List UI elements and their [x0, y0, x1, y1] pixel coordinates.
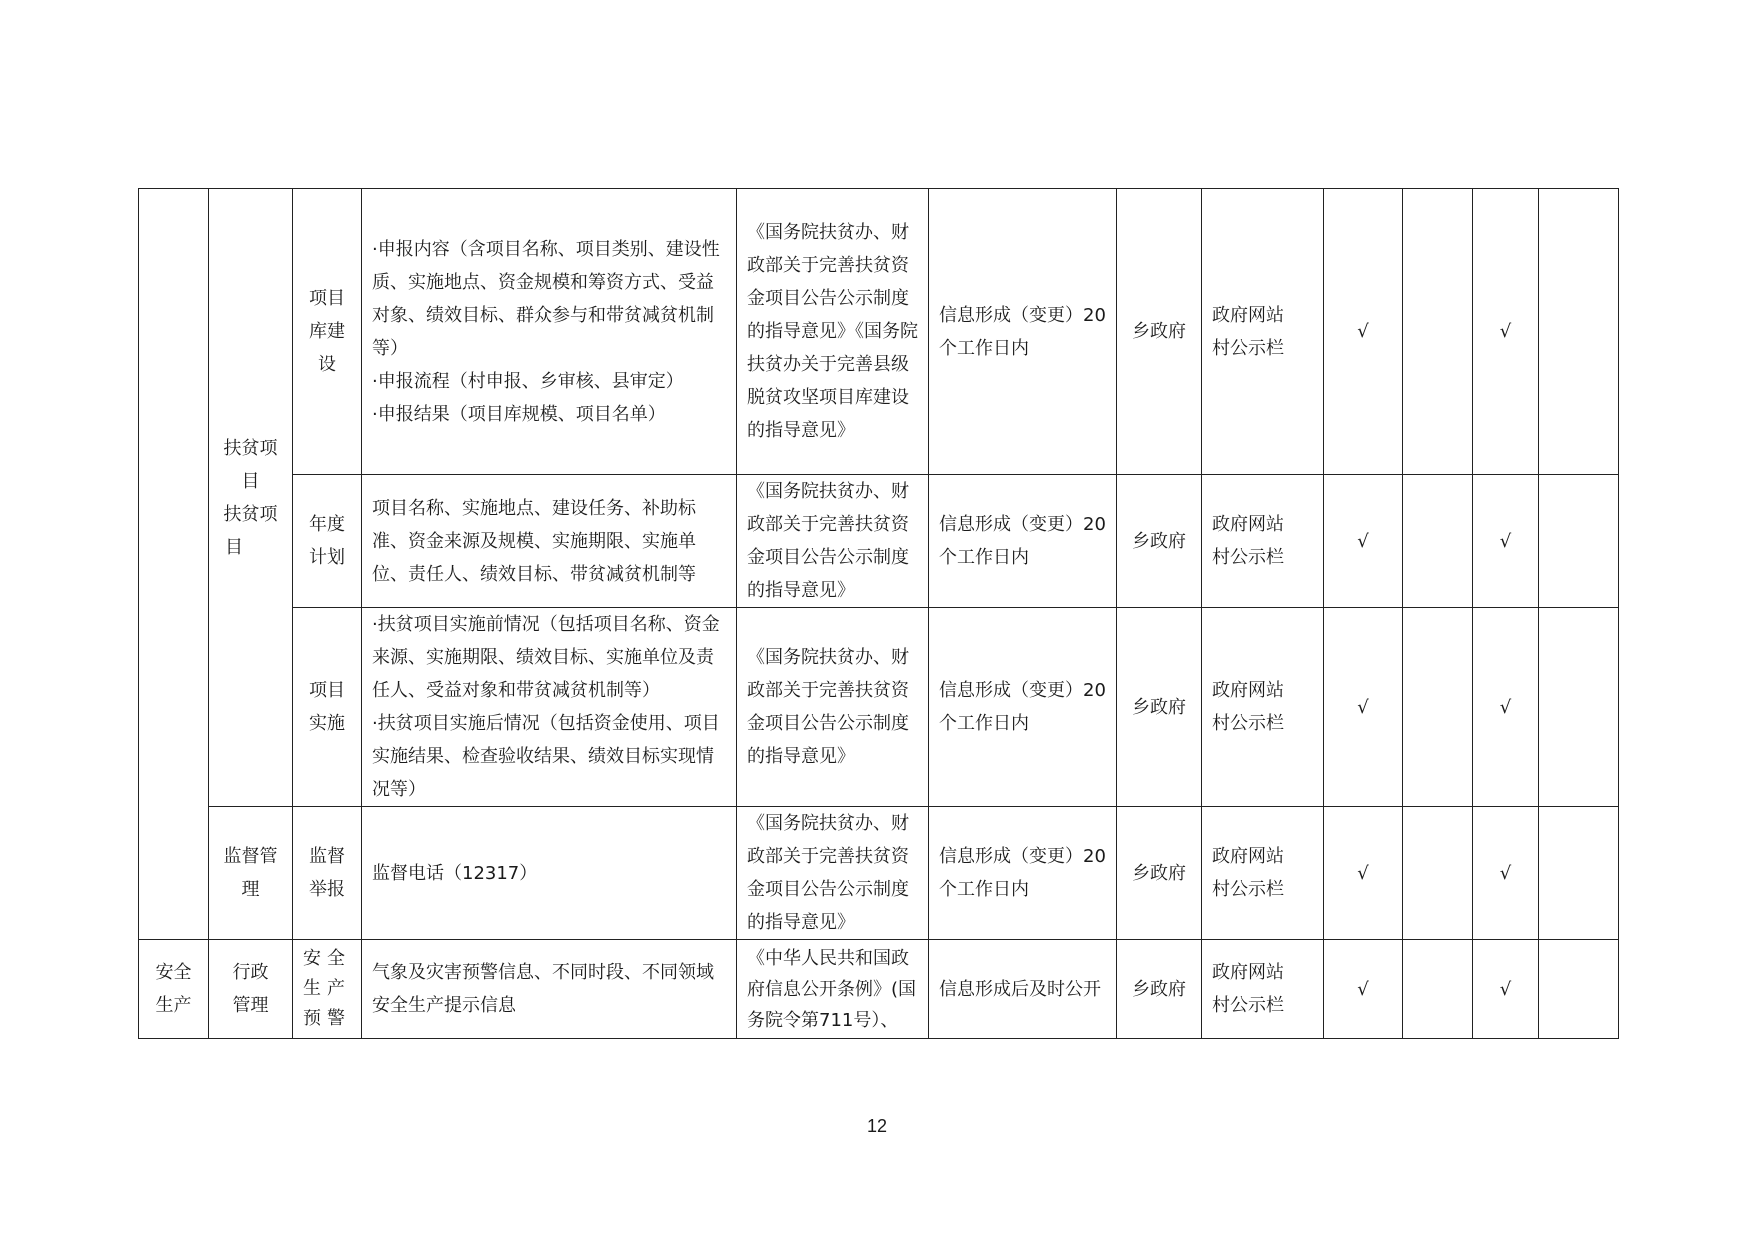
time-cell: 信息形成（变更）20个工作日内	[929, 608, 1117, 807]
empty-cell	[1403, 807, 1473, 940]
subject-cell: 乡政府	[1117, 807, 1202, 940]
channel-line: 政府网站	[1212, 962, 1284, 983]
item-line: 项目	[309, 288, 345, 309]
item-line: 预警	[303, 1008, 351, 1029]
content-line: ·申报内容（含项目名称、项目类别、建设性质、实施地点、资金规模和筹资方式、受益对象、绩效目标、群众参与和带贫减贫机制等）	[372, 238, 720, 359]
channel-line: 政府网站	[1212, 304, 1284, 326]
item-line: 项目	[309, 680, 345, 701]
item-line: 生产	[303, 978, 351, 999]
channel-line: 政府网站	[1212, 514, 1284, 535]
subject-cell: 乡政府	[1117, 940, 1202, 1039]
table-row	[139, 940, 1619, 1039]
subject-cell: 乡政府	[1117, 189, 1202, 475]
subcategory-line: 目	[225, 536, 243, 558]
subcategory-line: 管理	[232, 995, 269, 1016]
check-mark: √	[1324, 807, 1403, 940]
item-cell	[293, 475, 362, 608]
item-line: 设	[318, 354, 336, 375]
basis-cell: 《中华人民共和国政府信息公开条例》(国务院令第711号）、	[737, 940, 929, 1039]
check-mark: √	[1473, 475, 1539, 608]
time-cell: 信息形成（变更）20个工作日内	[929, 475, 1117, 608]
empty-cell	[1403, 475, 1473, 608]
subcategory-cell	[209, 940, 293, 1039]
empty-cell	[1539, 940, 1619, 1039]
channel-line: 政府网站	[1212, 680, 1284, 701]
check-mark: √	[1473, 608, 1539, 807]
content-cell	[362, 475, 737, 608]
subcategory-line: 扶贫项	[223, 437, 278, 459]
subcategory-cell	[209, 807, 293, 940]
subject-cell: 乡政府	[1117, 475, 1202, 608]
subcategory-cell	[209, 189, 293, 807]
content-line: ·申报结果（项目库规模、项目名单）	[372, 403, 666, 425]
empty-cell	[1403, 940, 1473, 1039]
channel-cell	[1202, 940, 1324, 1039]
subcategory-line: 监督管	[223, 846, 278, 867]
basis-cell: 《国务院扶贫办、财政部关于完善扶贫资金项目公告公示制度的指导意见》《国务院扶贫办关于完善县级脱贫攻坚项目库建设的指导意见》	[737, 189, 929, 475]
check-mark: √	[1473, 807, 1539, 940]
content-cell	[362, 940, 737, 1039]
basis-cell: 《国务院扶贫办、财政部关于完善扶贫资金项目公告公示制度的指导意见》	[737, 807, 929, 940]
content-cell	[362, 189, 737, 475]
check-mark: √	[1473, 189, 1539, 475]
time-cell: 信息形成（变更）20个工作日内	[929, 807, 1117, 940]
item-line: 举报	[309, 879, 345, 900]
table-row	[139, 608, 1619, 807]
empty-cell	[1403, 189, 1473, 475]
check-mark: √	[1324, 475, 1403, 608]
table-row	[139, 475, 1619, 608]
page-number: 12	[866, 1116, 888, 1136]
basis-cell: 《国务院扶贫办、财政部关于完善扶贫资金项目公告公示制度的指导意见》	[737, 475, 929, 608]
content-line: ·扶贫项目实施后情况（包括资金使用、项目实施结果、检查验收结果、绩效目标实现情况等）	[372, 713, 720, 800]
subcategory-line: 目	[241, 470, 260, 492]
category-line: 安全	[155, 962, 192, 983]
empty-cell	[1539, 475, 1619, 608]
item-cell	[293, 608, 362, 807]
category-cell	[139, 940, 209, 1039]
subject-cell: 乡政府	[1117, 608, 1202, 807]
channel-cell	[1202, 189, 1324, 475]
subcategory-line: 理	[241, 879, 260, 900]
item-line: 计划	[309, 547, 345, 568]
time-cell: 信息形成（变更）20个工作日内	[929, 189, 1117, 475]
empty-cell	[1539, 189, 1619, 475]
disclosure-table	[138, 188, 1619, 1039]
content-line: ·扶贫项目实施前情况（包括项目名称、资金来源、实施期限、绩效目标、实施单位及责任人、受益对象和带贫减贫机制等）	[372, 614, 720, 701]
subcategory-line: 扶贫项	[223, 503, 278, 525]
channel-cell	[1202, 608, 1324, 807]
category-cell-empty	[139, 189, 209, 940]
empty-cell	[1539, 608, 1619, 807]
channel-line: 村公示栏	[1212, 713, 1284, 734]
item-cell	[293, 807, 362, 940]
content-cell	[362, 807, 737, 940]
channel-line: 村公示栏	[1212, 879, 1284, 900]
item-cell	[293, 940, 362, 1039]
empty-cell	[1539, 807, 1619, 940]
subcategory-line: 行政	[232, 962, 269, 983]
item-line: 实施	[309, 713, 345, 734]
content-line: 气象及灾害预警信息、不同时段、不同领域安全生产提示信息	[372, 962, 714, 1016]
channel-line: 村公示栏	[1212, 337, 1284, 359]
content-line: 项目名称、实施地点、建设任务、补助标准、资金来源及规模、实施期限、实施单位、责任人、绩效目标、带贫减贫机制等	[372, 497, 696, 585]
item-line: 安全	[303, 948, 351, 969]
check-mark: √	[1324, 940, 1403, 1039]
time-cell: 信息形成后及时公开	[929, 940, 1117, 1039]
table-row	[139, 189, 1619, 475]
item-line: 监督	[309, 846, 345, 867]
content-cell	[362, 608, 737, 807]
channel-line: 政府网站	[1212, 846, 1284, 867]
item-line: 年度	[309, 514, 345, 535]
table-row	[139, 807, 1619, 940]
channel-line: 村公示栏	[1212, 995, 1284, 1016]
item-line: 库建	[309, 321, 345, 342]
check-mark: √	[1324, 608, 1403, 807]
category-line: 生产	[155, 995, 192, 1016]
channel-cell	[1202, 475, 1324, 608]
empty-cell	[1403, 608, 1473, 807]
basis-cell: 《国务院扶贫办、财政部关于完善扶贫资金项目公告公示制度的指导意见》	[737, 608, 929, 807]
content-line: ·申报流程（村申报、乡审核、县审定）	[372, 370, 684, 392]
check-mark: √	[1473, 940, 1539, 1039]
content-line: 监督电话（12317）	[372, 862, 538, 884]
channel-line: 村公示栏	[1212, 547, 1284, 568]
channel-cell	[1202, 807, 1324, 940]
check-mark: √	[1324, 189, 1403, 475]
item-cell	[293, 189, 362, 475]
